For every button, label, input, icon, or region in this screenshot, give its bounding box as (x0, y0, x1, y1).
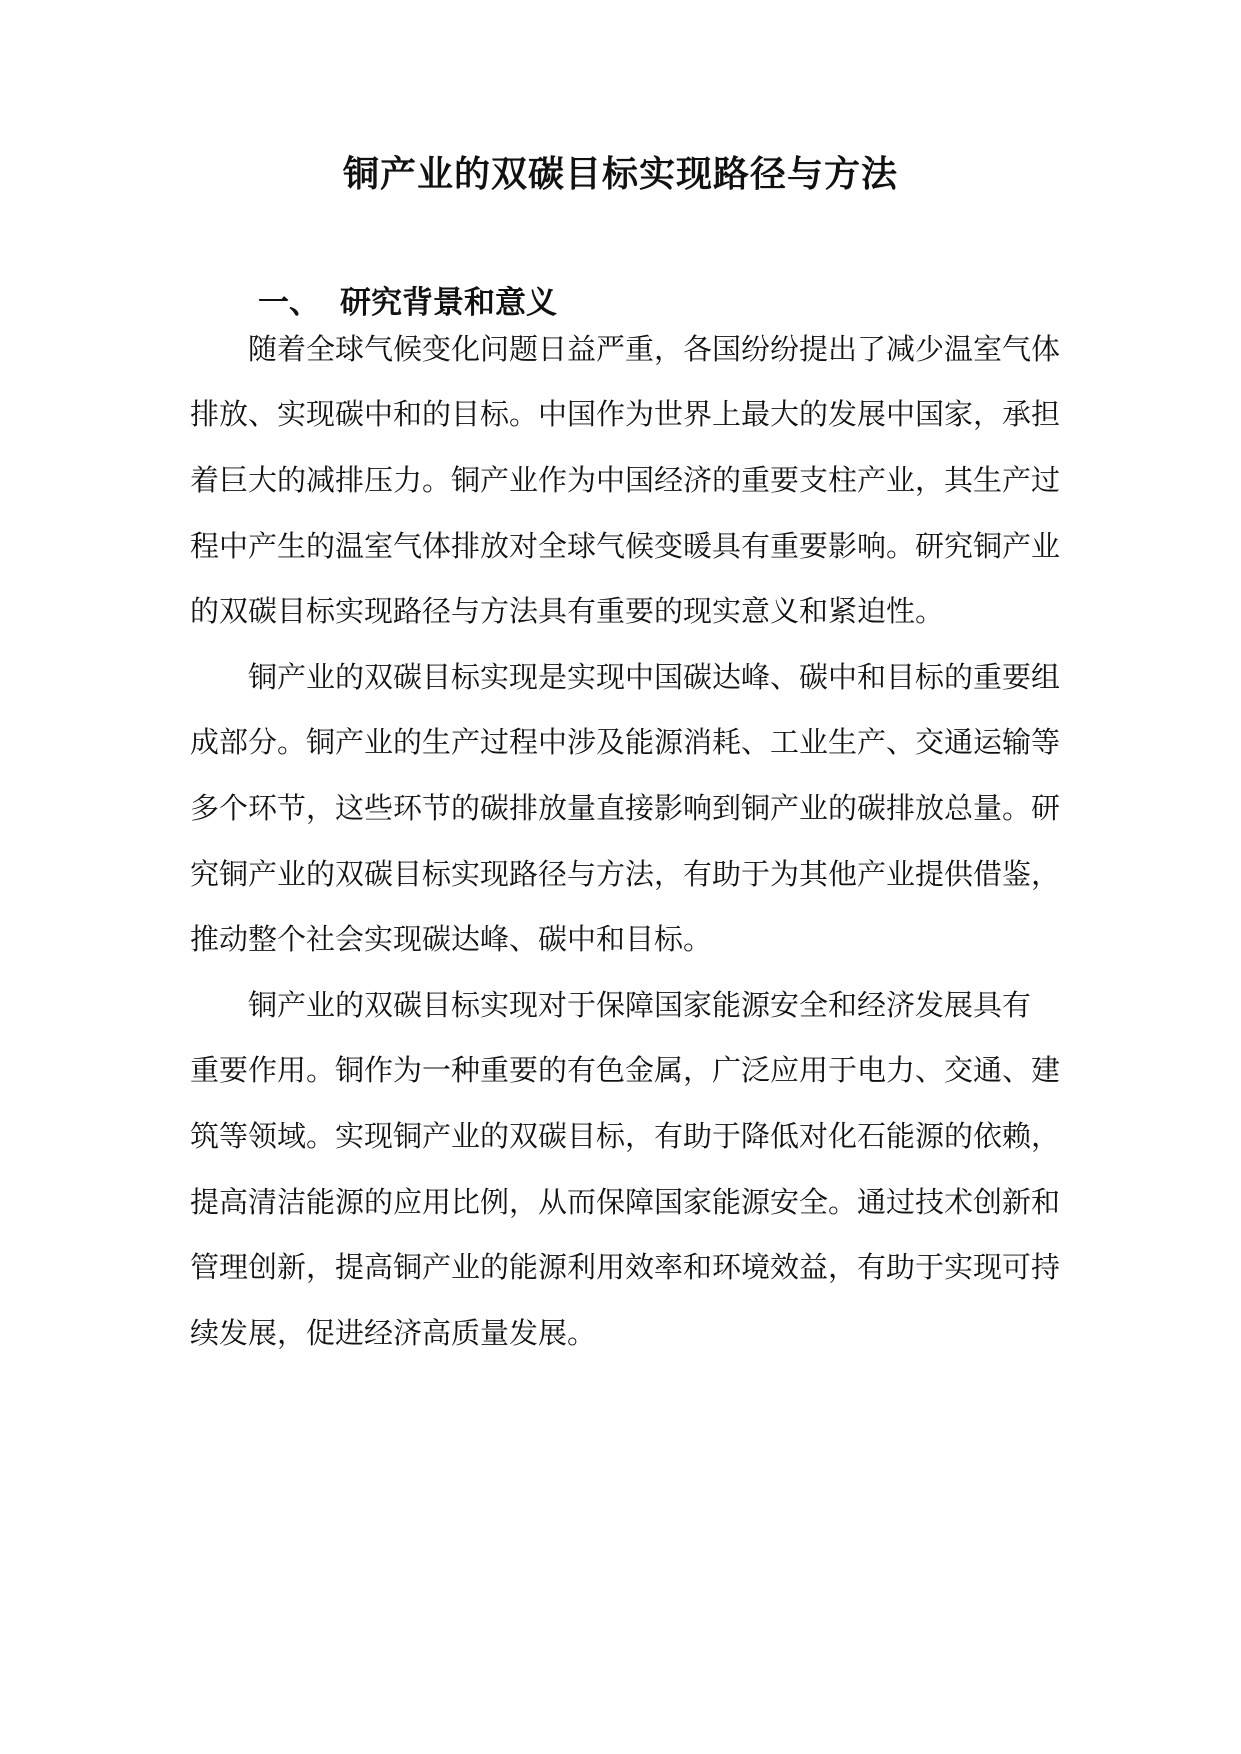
paragraph-line: 着巨大的减排压力。铜产业作为中国经济的重要支柱产业，其生产过 (190, 463, 1061, 497)
section-heading (258, 281, 557, 325)
paragraph-line: 推动整个社会实现碳达峰、碳中和目标。 (190, 922, 713, 956)
paragraph-line: 重要作用。铜作为一种重要的有色金属，广泛应用于电力、交通、建 (190, 1053, 1061, 1087)
document-title: 铜产业的双碳目标实现路径与方法 (342, 153, 898, 195)
paragraph-line: 程中产生的温室气体排放对全球气候变暖具有重要影响。研究铜产业 (190, 529, 1061, 563)
paragraph-line: 铜产业的双碳目标实现是实现中国碳达峰、碳中和目标的重要组 (248, 660, 1061, 694)
paragraph-line: 筑等领域。实现铜产业的双碳目标，有助于降低对化石能源的依赖， (190, 1119, 1061, 1153)
paragraph-line: 管理创新，提高铜产业的能源利用效率和环境效益，有助于实现可持 (190, 1250, 1061, 1284)
paragraph-line: 多个环节，这些环节的碳排放量直接影响到铜产业的碳排放总量。研 (190, 791, 1061, 825)
paragraph-line: 随着全球气候变化问题日益严重，各国纷纷提出了减少温室气体 (248, 332, 1061, 366)
paragraph-line: 成部分。铜产业的生产过程中涉及能源消耗、工业生产、交通运输等 (190, 725, 1061, 759)
paragraph-line: 提高清洁能源的应用比例，从而保障国家能源安全。通过技术创新和 (190, 1185, 1061, 1219)
section-number: 一、 (258, 285, 320, 321)
section-heading-text: 研究背景和意义 (340, 285, 557, 321)
paragraph-line: 究铜产业的双碳目标实现路径与方法，有助于为其他产业提供借鉴， (190, 857, 1061, 891)
paragraph-line: 续发展，促进经济高质量发展。 (190, 1316, 597, 1350)
paragraph-line: 铜产业的双碳目标实现对于保障国家能源安全和经济发展具有 (248, 988, 1032, 1022)
paragraph-line: 排放、实现碳中和的目标。中国作为世界上最大的发展中国家，承担 (190, 397, 1061, 431)
paragraph-line: 的双碳目标实现路径与方法具有重要的现实意义和紧迫性。 (190, 594, 945, 628)
